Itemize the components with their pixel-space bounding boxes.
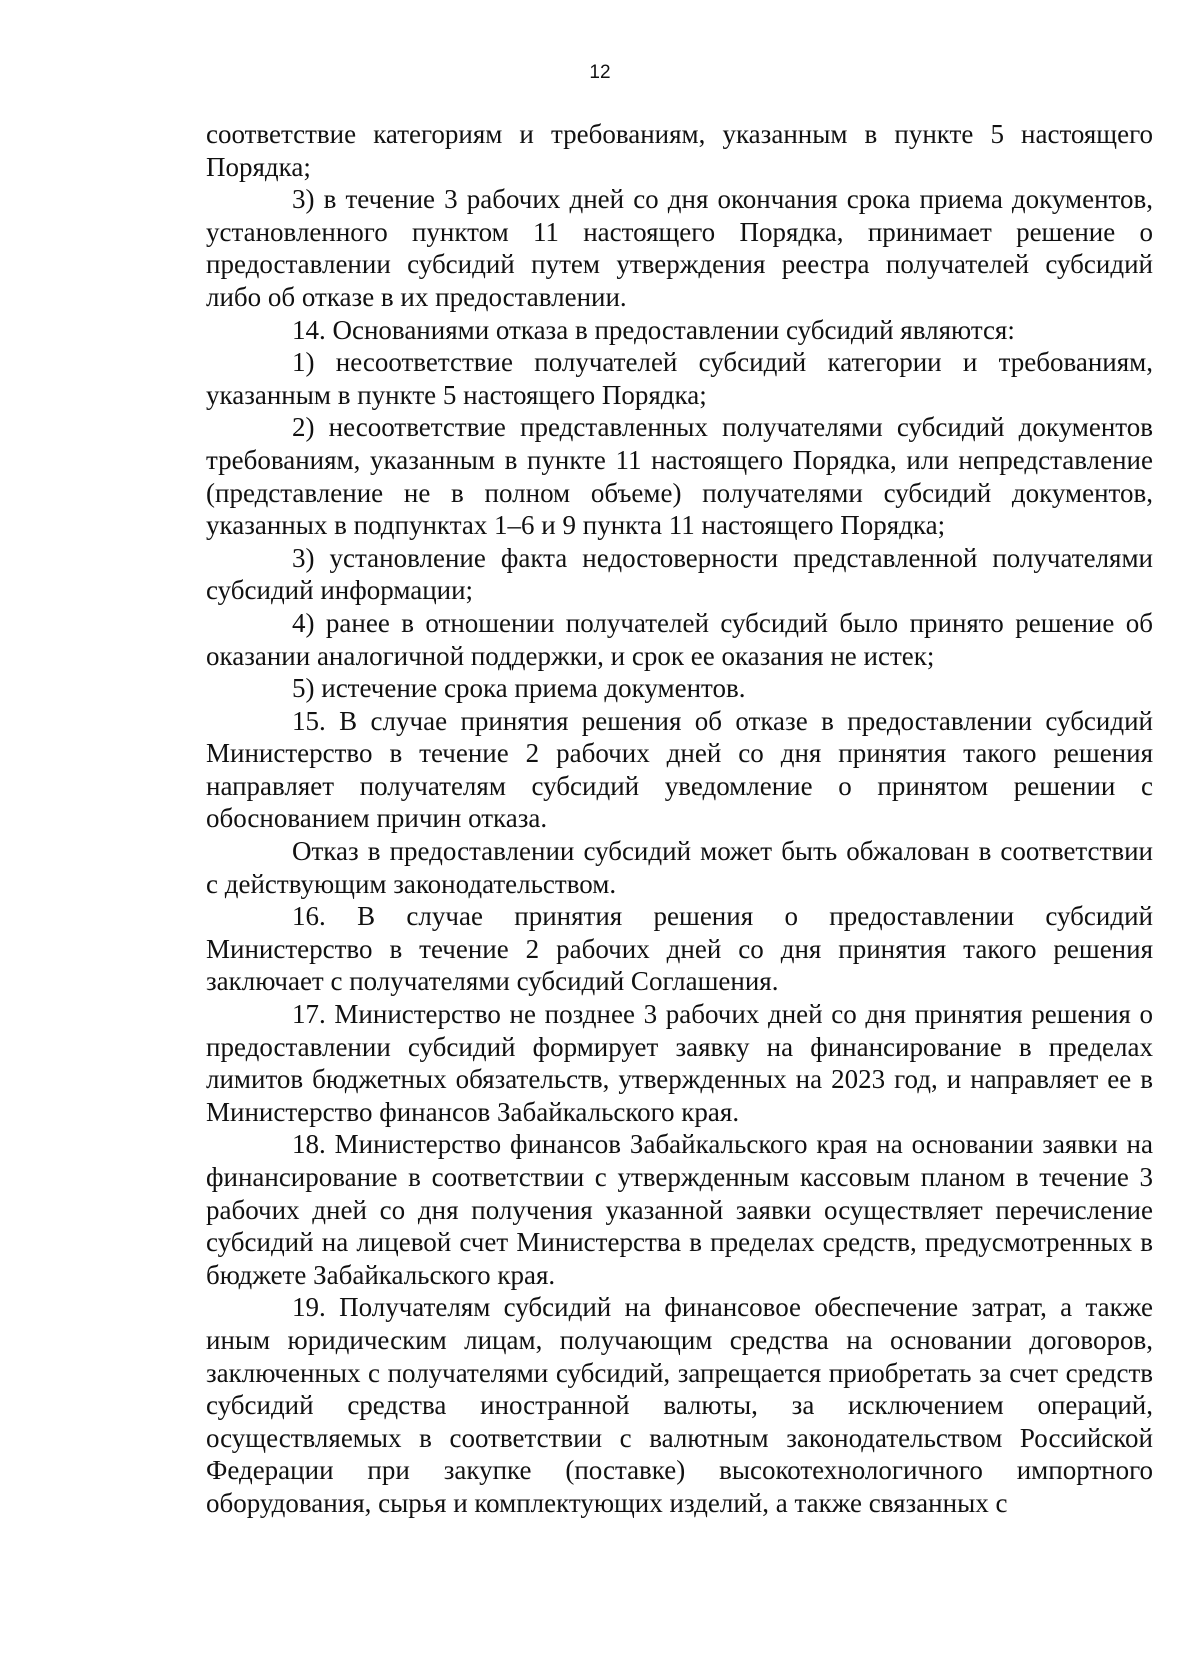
paragraph-clause-15-appeal: Отказ в предоставлении субсидий может быть обжалован в соответствии с действующим законодательством.: [206, 836, 1153, 899]
paragraph-clause-15: 15. В случае принятия решения об отказе в предоставлении субсидий Министерство в течение 2 рабочих дней со дня принятия такого решения направляет получателям субсидий уведомление о принятом решении с обоснованием причин отказа.: [206, 705, 1153, 834]
paragraph-clause-17: 17. Министерство не позднее 3 рабочих дней со дня принятия решения о предоставлении субсидий формирует заявку на финансирование в пределах лимитов бюджетных обязательств, утвержденных на 2023 год, и направляет ее в Министерство финансов Забайкальского края.: [206, 999, 1153, 1127]
paragraph-clause-14-item-2: 2) несоответствие представленных получателями субсидий документов требованиям, указанным в пункте 11 настоящего Порядка, или непредставление (представление не в полном объеме) получателями субсидий документов, указанных в подпунктах 1–6 и 9 пункта 11 настоящего Порядка;: [206, 412, 1153, 541]
paragraph-clause-16: 16. В случае принятия решения о предоставлении субсидий Министерство в течение 2 рабочих дней со дня принятия такого решения заключает с получателями субсидий Соглашения.: [206, 901, 1153, 997]
paragraph-clause-14-item-5: 5) истечение срока приема документов.: [292, 673, 746, 704]
page-number: 12: [589, 62, 611, 83]
paragraph-continuation: соответствие категориям и требованиям, указанным в пункте 5 настоящего Порядка;: [206, 119, 1153, 182]
paragraph-clause-14-item-3: 3) установление факта недостоверности представленной получателями субсидий информации;: [206, 542, 1153, 606]
paragraph-item-3: 3) в течение 3 рабочих дней со дня окончания срока приема документов, установленного пунктом 11 настоящего Порядка, принимает решение о предоставлении субсидий путем утверждения реестра получателей субсидий либо об отказе в их предоставлении.: [206, 184, 1153, 312]
paragraph-clause-14-item-4: 4) ранее в отношении получателей субсидий было принято решение об оказании аналогичной поддержки, и срок ее оказания не истек;: [206, 607, 1153, 671]
document-body: [206, 118, 1153, 1520]
paragraph-clause-19: 19. Получателям субсидий на финансовое обеспечение затрат, а также иным юридическим лицам, получающим средства на основании договоров, заключенных с получателями субсидий, запрещается приобретать за счет средств субсидий средства иностранной валюты, за исключением операций, осуществляемых в соответствии с валютным законодательством Российской Федерации при закупке (поставке) высокотехнологичного импортного оборудования, сырья и комплектующих изделий, а также связанных с: [206, 1292, 1153, 1518]
paragraph-clause-14: 14. Основаниями отказа в предоставлении субсидий являются:: [292, 314, 1015, 345]
paragraph-clause-14-item-1: 1) несоответствие получателей субсидий категории и требованиям, указанным в пункте 5 настоящего Порядка;: [206, 347, 1153, 410]
paragraph-clause-18: 18. Министерство финансов Забайкальского края на основании заявки на финансирование в соответствии с утвержденным кассовым планом в течение 3 рабочих дней со дня получения указанной заявки осуществляет перечисление субсидий на лицевой счет Министерства в пределах средств, предусмотренных в бюджете Забайкальского края.: [206, 1129, 1153, 1290]
